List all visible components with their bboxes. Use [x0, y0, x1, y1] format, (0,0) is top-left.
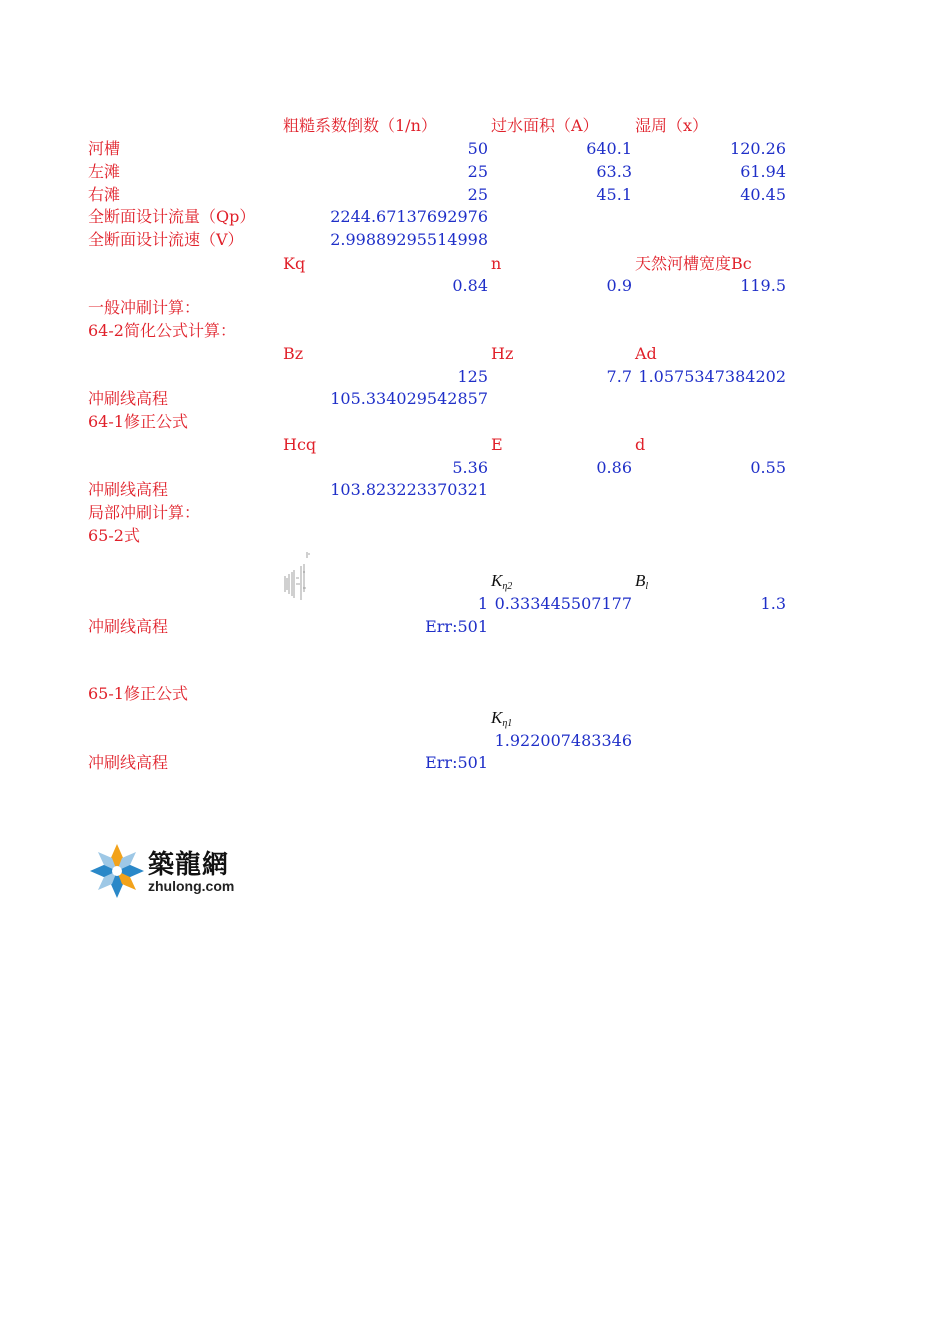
e-label: E [491, 435, 503, 454]
local-scour-heading: 局部冲刷计算： [88, 503, 201, 522]
hz-value: 7.7 [606, 367, 632, 386]
value-one: 1 [477, 594, 488, 613]
header-roughness: 粗糙系数倒数（1/n） [283, 116, 437, 135]
k-eta1-value: 1.922007483346 [494, 731, 632, 750]
d-label: d [635, 435, 646, 454]
logo-english-text: zhulong.com [148, 878, 235, 894]
n-value: 0.9 [606, 276, 632, 295]
k-eta1-subscript: η1 [502, 718, 513, 729]
channel-area: 640.1 [586, 139, 632, 158]
hcq-label: Hcq [283, 435, 317, 454]
left-floodplain-area: 63.3 [596, 162, 632, 181]
formula-64-2-heading: 64-2简化公式计算： [88, 321, 236, 340]
scour-elevation-value-4: Err:501 [425, 753, 488, 772]
b1-value: 1.3 [760, 594, 786, 613]
scour-elevation-label-4: 冲刷线高程 [88, 753, 169, 772]
ad-label: Ad [635, 344, 657, 363]
scour-elevation-value-3: Err:501 [425, 617, 488, 636]
zhulong-logo [88, 840, 258, 902]
design-discharge-label: 全断面设计流量（Qp） [88, 207, 256, 226]
right-floodplain-perimeter: 40.45 [740, 185, 786, 204]
zhulong-logo-mark-icon [88, 840, 146, 902]
d-value: 0.55 [750, 458, 786, 477]
e-value: 0.86 [596, 458, 632, 477]
left-floodplain-roughness: 25 [467, 162, 488, 181]
right-floodplain-area: 45.1 [596, 185, 632, 204]
k-eta2-subscript: η2 [502, 581, 513, 592]
scour-elevation-value-1: 105.334029542857 [330, 389, 488, 408]
k-eta2-main: K [491, 571, 503, 590]
design-velocity-label: 全断面设计流速（V） [88, 230, 244, 249]
header-wetted-perimeter: 湿周（x） [635, 116, 709, 135]
bz-value: 125 [457, 367, 488, 386]
left-floodplain-perimeter: 61.94 [740, 162, 786, 181]
formula-64-1-heading: 64-1修正公式 [88, 412, 188, 431]
general-scour-heading: 一般冲刷计算： [88, 298, 201, 317]
channel-roughness: 50 [467, 139, 488, 158]
design-discharge-value: 2244.67137692976 [330, 207, 488, 226]
k-eta1-main: K [491, 708, 503, 727]
formula-65-1-heading: 65-1修正公式 [88, 684, 188, 703]
scour-elevation-label-3: 冲刷线高程 [88, 617, 169, 636]
bc-label: 天然河槽宽度Bc [635, 254, 752, 273]
k-eta2-value: 0.333445507177 [494, 594, 632, 613]
formula-image [283, 548, 313, 606]
channel-perimeter: 120.26 [730, 139, 786, 158]
bz-label: Bz [283, 344, 304, 363]
row-label-channel: 河槽 [88, 139, 121, 158]
ad-value: 1.0575347384202 [638, 367, 786, 386]
bc-value: 119.5 [740, 276, 786, 295]
hz-label: Hz [491, 344, 514, 363]
logo-chinese-text: 築龍網 [148, 850, 230, 880]
b1-main: B [635, 571, 646, 590]
b1-subscript: l [645, 581, 649, 592]
b1-symbol [635, 571, 648, 597]
design-velocity-value: 2.99889295514998 [330, 230, 488, 249]
kq-label: Kq [283, 254, 306, 273]
scour-elevation-value-2: 103.823223370321 [330, 480, 488, 499]
row-label-left-floodplain: 左滩 [88, 162, 121, 181]
kq-value: 0.84 [452, 276, 488, 295]
row-label-right-floodplain: 右滩 [88, 185, 121, 204]
right-floodplain-roughness: 25 [467, 185, 488, 204]
n-label: n [491, 254, 502, 273]
formula-65-2-heading: 65-2式 [88, 526, 140, 545]
scour-elevation-label-2: 冲刷线高程 [88, 480, 169, 499]
hcq-value: 5.36 [452, 458, 488, 477]
header-flow-area: 过水面积（A） [491, 116, 599, 135]
scour-elevation-label-1: 冲刷线高程 [88, 389, 169, 408]
